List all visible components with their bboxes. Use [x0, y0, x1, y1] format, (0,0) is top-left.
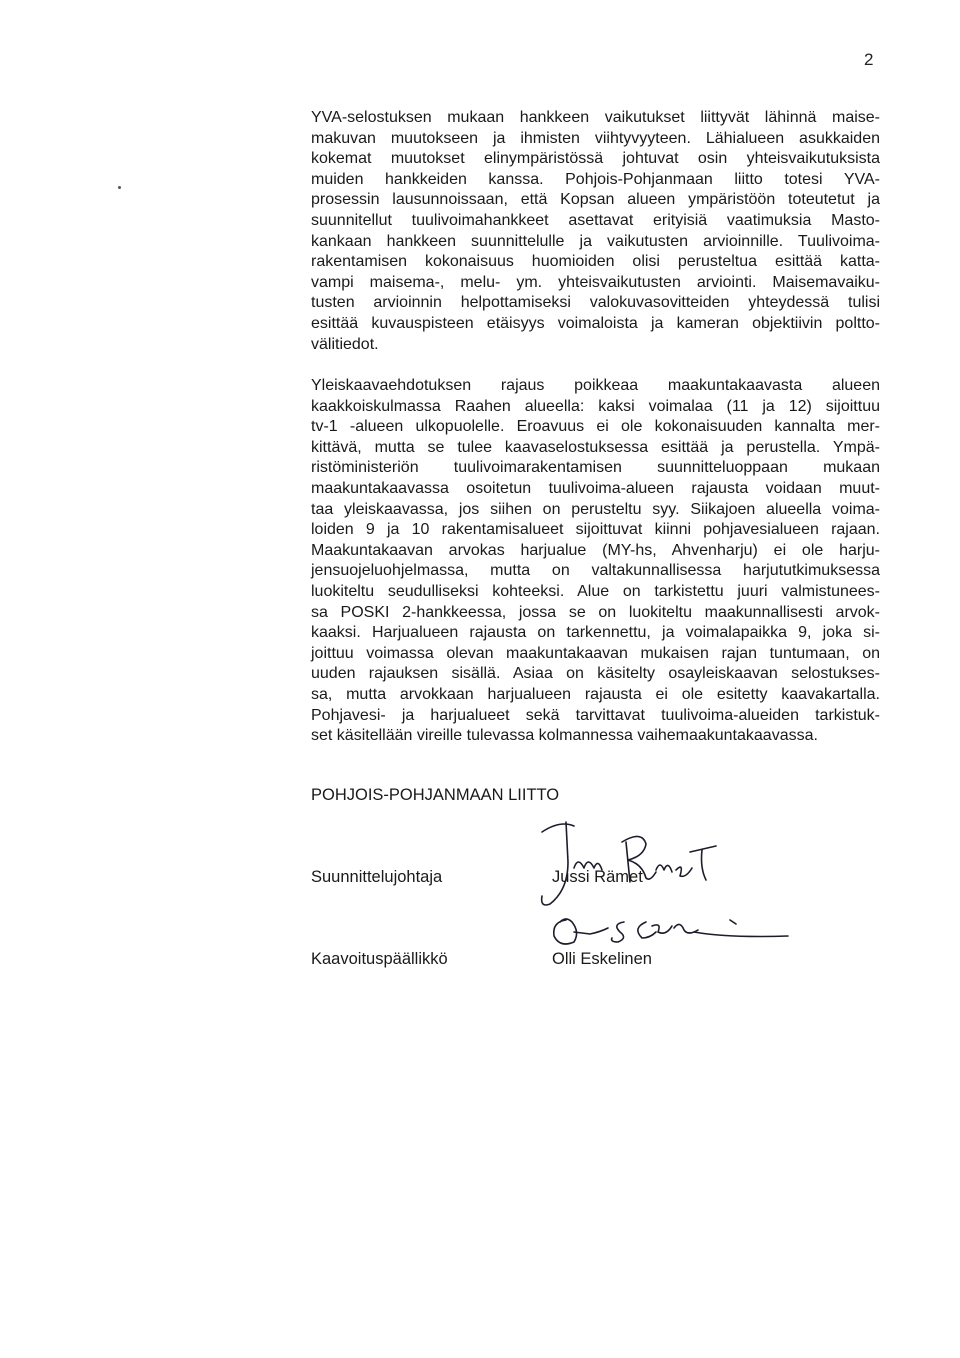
text-line: rakentamisen kokonaisuus huomioiden olisi perusteltua esittää katta- [311, 253, 880, 271]
text-line: kankaan hankkeen suunnittelulle ja vaikutusten arvioinnille. Tuulivoima- [311, 232, 880, 250]
text-line: joittuu voimassa olevan maakuntakaavan mukaisen rajan tuntumaan, on [311, 644, 880, 662]
text-line: kaakkoiskulmassa Raahen alueella: kaksi voimalaa (11 ja 12) sijoittuu [311, 397, 880, 415]
text-line: tv-1 -alueen ulkopuolelle. Eroavuus ei ole kokonaisuuden kannalta mer- [311, 418, 880, 436]
text-line: taa yleiskaavassa, jos siihen on perusteltu syy. Siikajoen alueella voima- [311, 500, 880, 518]
text-line: maakuntakaavassa osoitetun tuulivoima-alueen rajausta voidaan muut- [311, 479, 880, 497]
text-line: sa, mutta arvokkaan harjualueen rajausta ei ole esitetty kaavakartalla. [311, 685, 880, 703]
signatory-role-1: Suunnittelujohtaja [311, 868, 443, 886]
scan-speck [118, 186, 121, 189]
signatory-role-2: Kaavoituspäällikkö [311, 950, 448, 968]
text-line: vampi maisema-, melu- ym. yhteisvaikutusten arviointi. Maisemavaiku- [311, 273, 880, 291]
text-line: sa POSKI 2-hankkeessa, jossa se on luokiteltu maakunnallisesti arvok- [311, 603, 880, 621]
text-line: luokiteltu seudulliseksi kohteeksi. Alue on tarkistettu juuri valmistunees- [311, 582, 880, 600]
text-line: jensuojeluohjelmassa, mutta on valtakunnallisessa harjututkimuksessa [311, 562, 880, 580]
signatory-name-1: Jussi Rämet [552, 868, 643, 886]
text-line: Maakuntakaavan arvokas harjualue (MY-hs, Ahvenharju) ei ole harju- [311, 541, 880, 559]
text-line: välitiedot. [311, 335, 379, 353]
text-line: kittävä, mutta se tulee kaavaselostuksessa esittää ja perustella. Ympä- [311, 438, 880, 456]
text-line: YVA-selostuksen mukaan hankkeen vaikutukset liittyvät lähinnä maise- [311, 109, 880, 126]
text-line: makuvan muutokseen ja ihmisten viihtyvyyteen. Lähialueen asukkaiden [311, 129, 880, 147]
text-line: kokemat muutokset elinympäristössä johtuvat osin yhteisvaikutuksista [311, 150, 880, 168]
paragraph-yva [311, 108, 880, 355]
text-line: set käsitellään vireille tulevassa kolmannessa vaihemaakuntakaavassa. [311, 727, 818, 745]
signature-olli-eskelinen [548, 908, 798, 958]
text-line: kaaksi. Harjualueen rajausta on tarkennettu, ja voimalapaikka 9, joka si- [311, 624, 880, 642]
paragraph-yleiskaava [311, 376, 880, 747]
text-line: ristöministeriön tuulivoimarakentamisen suunnitteluoppaan mukaan [311, 459, 880, 477]
text-line: prosessin lausunnoissaan, että Kopsan alueen ympäristöön toteutetut ja [311, 191, 880, 209]
page-number: 2 [864, 50, 874, 69]
text-line: esittää kuvauspisteen etäisyys voimaloista ja kameran objektiivin poltto- [311, 314, 880, 332]
signatory-name-2: Olli Eskelinen [552, 950, 652, 968]
text-line: tusten arvioinnin helpottamiseksi valokuvasovitteiden yhteydessä tulisi [311, 294, 880, 312]
text-line: Yleiskaavaehdotuksen rajaus poikkeaa maakuntakaavasta alueen [311, 377, 880, 394]
organization-name: POHJOIS-POHJANMAAN LIITTO [311, 786, 560, 804]
text-line: Pohjavesi- ja harjualueet sekä tarvittavat tuulivoima-alueiden tarkistuk- [311, 706, 880, 724]
text-line: suunnitellut tuulivoimahankkeet asettavat erityisiä vaatimuksia Masto- [311, 211, 880, 229]
text-line: muiden hankkeiden kanssa. Pohjois-Pohjanmaan liitto totesi YVA- [311, 170, 880, 188]
signature-jussi-ramet [530, 812, 730, 922]
text-line: loiden 9 ja 10 rakentamisalueet sijoittuvat kiinni pohjavesialueen rajaan. [311, 521, 880, 539]
text-line: uuden rajauksen sisällä. Asiaa on käsitelty osayleiskaavan selostukses- [311, 665, 880, 683]
